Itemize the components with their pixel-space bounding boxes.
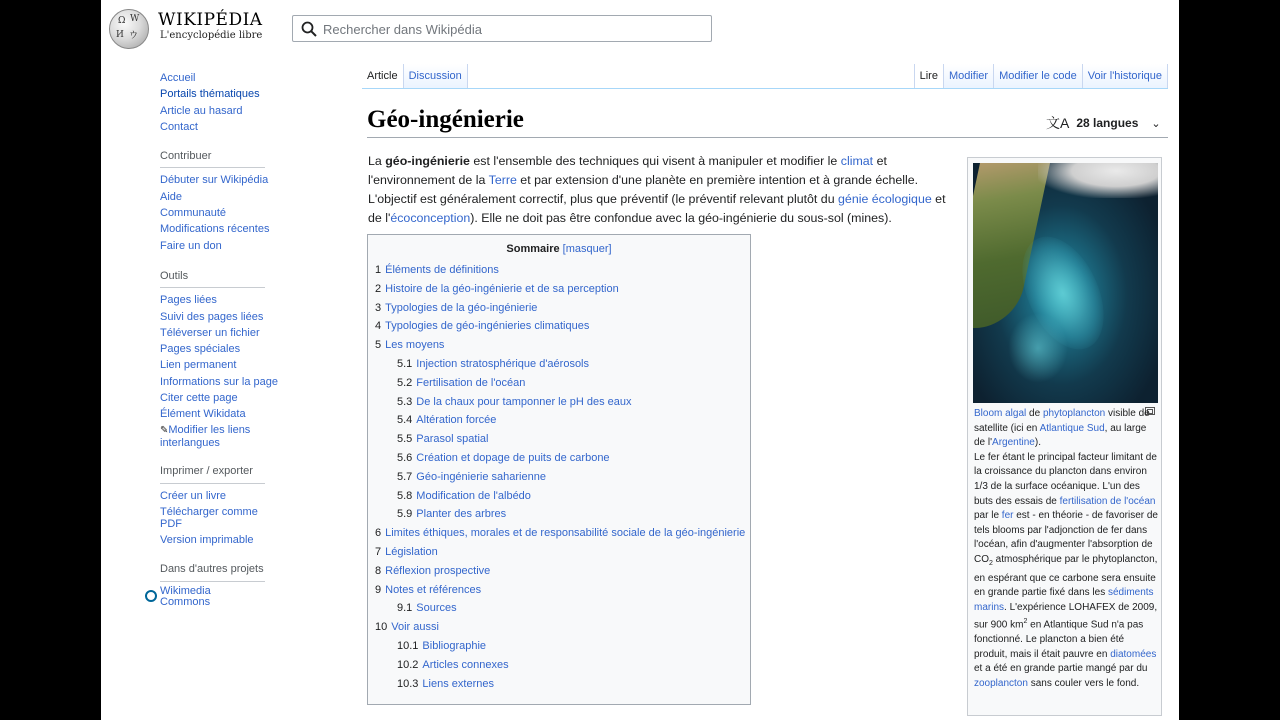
- toc-item-link[interactable]: Injection stratosphérique d'aérosols: [416, 357, 589, 370]
- wikipedia-logo[interactable]: [108, 8, 278, 50]
- sidebar-heading-imprimer: Imprimer / exporter: [160, 463, 265, 483]
- sidebar-heading-contribuer: Contribuer: [160, 148, 265, 168]
- link-argentine[interactable]: Argentine: [992, 437, 1035, 449]
- toc-item-link[interactable]: Réflexion prospective: [385, 564, 491, 577]
- caption-subscript: 2: [989, 559, 993, 567]
- sidebar-item-portails[interactable]: Portails thématiques: [160, 88, 260, 101]
- toc-item-link[interactable]: Création et dopage de puits de carbone: [416, 451, 610, 464]
- sidebar-item-televerser[interactable]: Téléverser un fichier: [160, 326, 260, 339]
- toc-item-link[interactable]: Les moyens: [385, 339, 445, 352]
- toc-item-link[interactable]: Éléments de définitions: [385, 264, 499, 276]
- toc-item-number: 6: [375, 527, 382, 540]
- translate-icon: 文A: [1046, 115, 1070, 131]
- intro-text: et de l': [368, 192, 946, 225]
- tab-modifier[interactable]: Modifier: [944, 64, 994, 89]
- toc-item[interactable]: [375, 524, 745, 543]
- toc-item[interactable]: [375, 505, 745, 524]
- sidebar-item-contact[interactable]: Contact: [160, 120, 198, 133]
- toc-item[interactable]: [375, 336, 745, 355]
- sidebar-item-interlangues-wrap: [160, 424, 280, 449]
- thumbnail-box: [967, 157, 1162, 716]
- toc-item-link[interactable]: Altération forcée: [416, 414, 497, 427]
- toc-item-number: 5.1: [397, 357, 413, 370]
- toc-item-link[interactable]: De la chaux pour tamponner le pH des eaux: [416, 395, 632, 408]
- toc-item[interactable]: [375, 468, 745, 487]
- toc-item-link[interactable]: Fertilisation de l'océan: [416, 376, 526, 389]
- intro-text: et l'environnement de la: [368, 154, 887, 187]
- toc-item-number: 5.6: [397, 451, 413, 464]
- intro-text: est l'ensemble des techniques qui visent à manipuler et modifier le: [469, 154, 841, 168]
- link-atlantique-sud[interactable]: Atlantique Sud: [1039, 422, 1105, 434]
- toc-item[interactable]: [375, 280, 745, 299]
- toc-item-number: 1: [375, 264, 382, 276]
- sidebar-heading-outils: Outils: [160, 268, 265, 288]
- toc-item-link[interactable]: Notes et références: [385, 583, 482, 596]
- caption-text: . L'expérience LOHAFEX de 2009, sur 900 km: [974, 601, 1158, 631]
- toc-item[interactable]: [375, 656, 745, 675]
- toc-item-number: 9: [375, 583, 382, 596]
- toc-item[interactable]: [375, 430, 745, 449]
- toc-item-number: 10.3: [397, 677, 419, 690]
- caption-text: , au large de l': [974, 422, 1147, 449]
- language-count: 28 langues: [1076, 116, 1139, 130]
- toc-item-link[interactable]: Planter des arbres: [416, 508, 507, 521]
- toc-item-number: 10.2: [397, 658, 419, 671]
- toc-item-link[interactable]: Typologies de la géo-ingénierie: [385, 301, 538, 314]
- toc-item-number: 5.3: [397, 395, 413, 408]
- sidebar-item-version-imprimable[interactable]: Version imprimable: [160, 533, 254, 546]
- toc-item-number: 5.9: [397, 508, 413, 521]
- toc-item-link[interactable]: Articles connexes: [422, 658, 509, 671]
- sidebar-commons-wrap: [160, 586, 280, 608]
- tab-modifier-code[interactable]: Modifier le code: [994, 64, 1083, 89]
- tabs-divider: [362, 88, 1168, 89]
- toc-title: Sommaire: [506, 243, 560, 255]
- caption-text: ).: [1034, 437, 1041, 449]
- sidebar-item-commons[interactable]: Wikimedia Commons: [160, 584, 211, 608]
- title-divider: [367, 137, 1168, 138]
- tab-lire[interactable]: Lire: [914, 64, 944, 89]
- caption-text: et a été en grande partie mangé par du: [974, 663, 1148, 675]
- link-ecoconception[interactable]: écoconception: [390, 211, 471, 225]
- toc-item[interactable]: [375, 411, 745, 430]
- toc-list: [375, 261, 745, 693]
- link-fertilisation-ocean[interactable]: fertilisation de l'océan: [1059, 495, 1156, 507]
- caption-text: par le: [974, 510, 1002, 522]
- toc-item-number: 5: [375, 339, 382, 352]
- toc-item[interactable]: [375, 299, 745, 318]
- toc-item-link[interactable]: Législation: [385, 545, 438, 558]
- sidebar-heading-autres-projets: Dans d'autres projets: [160, 561, 265, 581]
- link-climat[interactable]: climat: [840, 154, 874, 168]
- sidebar-item-interlangues[interactable]: Modifier les liens interlangues: [160, 424, 251, 450]
- link-sediments-marins[interactable]: sédiments marins: [974, 587, 1154, 613]
- sidebar-item-lien-permanent[interactable]: Lien permanent: [160, 359, 237, 372]
- caption-text: visible de satellite (ici en: [974, 408, 1150, 434]
- toc-item-link[interactable]: Voir aussi: [391, 621, 439, 634]
- link-phytoplancton[interactable]: phytoplancton: [1042, 408, 1106, 419]
- intro-text: La: [368, 154, 386, 168]
- tab-article[interactable]: Article: [362, 64, 404, 89]
- toc-header: [368, 243, 750, 255]
- toc-item[interactable]: [375, 261, 745, 280]
- tagline: L'encyclopédie libre: [160, 30, 263, 41]
- search-icon: [301, 21, 317, 37]
- sidebar-item-faire-un-don[interactable]: Faire un don: [160, 239, 222, 252]
- sidebar-item-communaute[interactable]: Communauté: [160, 207, 227, 220]
- toc-item-link[interactable]: Parasol spatial: [416, 433, 489, 446]
- toc-item-link[interactable]: Limites éthiques, morales et de responsabilité sociale de la géo-ingénierie: [385, 527, 746, 540]
- sidebar: [160, 70, 280, 608]
- caption-text: de: [1026, 408, 1043, 419]
- sidebar-item-creer-livre[interactable]: Créer un livre: [160, 489, 227, 502]
- toc-item-number: 8: [375, 564, 382, 577]
- toc-item-number: 3: [375, 301, 382, 314]
- toc-item[interactable]: [375, 562, 745, 581]
- toc-item-link[interactable]: Typologies de géo-ingénieries climatiques: [385, 320, 590, 333]
- toc-item-number: 4: [375, 320, 382, 333]
- toc-item[interactable]: [375, 317, 745, 336]
- table-of-contents: [367, 234, 751, 705]
- bloom-shape: [1008, 313, 1068, 383]
- intro-text: ). Elle ne doit pas être confondue avec la géo-ingénierie du sous-sol (mines).: [470, 211, 892, 225]
- namespace-tabs: [362, 64, 468, 89]
- intro-paragraph: [368, 152, 953, 228]
- sidebar-item-informations-page[interactable]: Informations sur la page: [160, 375, 279, 388]
- pencil-icon: ✎: [160, 425, 169, 437]
- link-zooplancton[interactable]: zooplancton: [974, 678, 1028, 690]
- caption-text: en Atlantique Sud n'a pas fonctionné. Le plancton a bien été produit, mais il était pauvre en: [974, 619, 1144, 660]
- link-terre[interactable]: Terre: [488, 173, 517, 187]
- toc-item-number: 10: [375, 621, 388, 634]
- link-diatomees[interactable]: diatomées: [1110, 648, 1157, 660]
- toc-item-number: 10.1: [397, 639, 419, 652]
- sidebar-item-aide[interactable]: Aide: [160, 190, 183, 203]
- toc-item[interactable]: [375, 355, 745, 374]
- search-box: [292, 15, 712, 42]
- globe-icon: Ω W И ウ: [109, 9, 149, 49]
- caption-text: sans couler vers le fond.: [1027, 678, 1140, 690]
- sidebar-item-modifications-recentes[interactable]: Modifications récentes: [160, 223, 270, 236]
- toc-item-number: 9.1: [397, 602, 413, 615]
- toc-item-number: 5.8: [397, 489, 413, 502]
- language-button[interactable]: [1046, 113, 1161, 133]
- page-title: Géo-ingénierie: [367, 106, 524, 133]
- caption-text: atmosphérique par le phytoplancton, en espérant que ce carbone sera ensuite en grande partie fixé dans les: [974, 553, 1158, 599]
- toc-item[interactable]: [375, 374, 745, 393]
- toc-item[interactable]: [375, 618, 745, 637]
- wordmark: WIKIPÉDIA: [158, 10, 263, 30]
- sidebar-item-telecharger-pdf[interactable]: Télécharger comme PDF: [160, 505, 258, 530]
- link-fer[interactable]: fer: [1001, 510, 1014, 522]
- link-genie-ecologique[interactable]: génie écologique: [838, 192, 932, 206]
- toc-item-number: 5.7: [397, 470, 413, 483]
- clouds-shape: [1038, 163, 1158, 198]
- intro-text: et par extension d'une planète en première intention et à grande échelle. L'objectif est généralement correctif, plus que préventif (le préventif relevant plutôt du: [368, 173, 919, 206]
- toc-item[interactable]: [375, 675, 745, 694]
- sidebar-item-debuter[interactable]: Débuter sur Wikipédia: [160, 174, 269, 187]
- toc-item[interactable]: [375, 637, 745, 656]
- caption-superscript: 2: [1023, 618, 1028, 626]
- toc-item-link[interactable]: Modification de l'albédo: [416, 489, 531, 502]
- toc-item-link[interactable]: Histoire de la géo-ingénierie et de sa perception: [385, 282, 619, 295]
- toc-item[interactable]: [375, 487, 745, 506]
- wikipedia-page: [101, 0, 1179, 720]
- toc-toggle[interactable]: [masquer]: [562, 243, 612, 255]
- sidebar-item-suivi-pages-liees[interactable]: Suivi des pages liées: [160, 310, 264, 323]
- toc-item[interactable]: [375, 599, 745, 618]
- toc-item-number: 7: [375, 545, 382, 558]
- intro-bold-term: géo-ingénierie: [385, 154, 470, 168]
- caption-text: Le fer étant le principal facteur limitant de la croissance du plancton dans environ 1/3 de la surface océanique. L'un des buts des essais de: [974, 451, 1157, 507]
- satellite-image[interactable]: [973, 163, 1158, 403]
- thumbnail-caption: [974, 407, 1160, 692]
- toc-item-link[interactable]: Sources: [416, 602, 457, 615]
- caption-text: est - en théorie - de favoriser de tels blooms par l'adjonction de fer dans l'océan, afin d'augmenter l'absorption de CO: [974, 510, 1158, 565]
- sidebar-item-wikidata[interactable]: Élément Wikidata: [160, 408, 246, 421]
- toc-item-link[interactable]: Bibliographie: [422, 639, 487, 652]
- sidebar-nav: [160, 70, 280, 135]
- toc-item-number: 5.2: [397, 376, 413, 389]
- toc-item-link[interactable]: Géo-ingénierie saharienne: [416, 470, 546, 483]
- sidebar-item-article-hasard[interactable]: Article au hasard: [160, 104, 243, 117]
- search-input[interactable]: [323, 19, 703, 39]
- chevron-down-icon: ⌄: [1151, 117, 1161, 130]
- sidebar-item-pages-liees[interactable]: Pages liées: [160, 294, 217, 307]
- view-tabs: [914, 64, 1168, 89]
- sidebar-item-pages-speciales[interactable]: Pages spéciales: [160, 343, 241, 356]
- toc-item-number: 5.5: [397, 433, 413, 446]
- link-bloom-algal[interactable]: Bloom algal: [974, 408, 1027, 419]
- sidebar-item-citer[interactable]: Citer cette page: [160, 391, 238, 404]
- tab-historique[interactable]: Voir l'historique: [1083, 64, 1168, 89]
- toc-item-number: 5.4: [397, 414, 413, 427]
- toc-item[interactable]: [375, 393, 745, 412]
- toc-item-number: 2: [375, 282, 382, 295]
- tab-discussion[interactable]: Discussion: [404, 64, 468, 89]
- toc-item-link[interactable]: Liens externes: [422, 677, 494, 690]
- toc-item[interactable]: [375, 449, 745, 468]
- sidebar-item-accueil[interactable]: Accueil: [160, 72, 196, 84]
- toc-item[interactable]: [375, 581, 745, 600]
- toc-item[interactable]: [375, 543, 745, 562]
- wikimedia-commons-icon: [145, 590, 157, 602]
